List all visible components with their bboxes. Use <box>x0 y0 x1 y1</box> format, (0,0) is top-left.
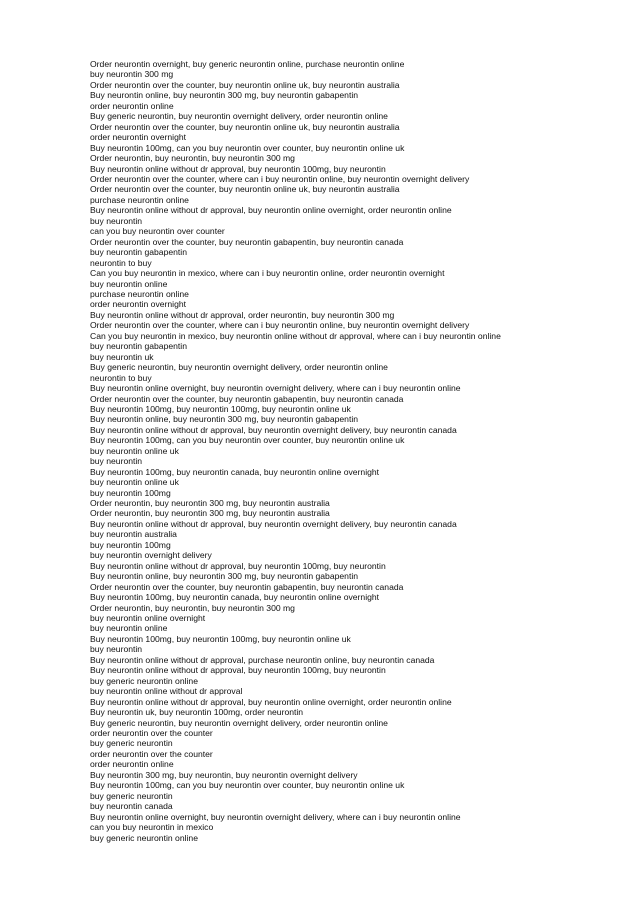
text-line: Order neurontin over the counter, buy neurontin gabapentin, buy neurontin canada <box>90 393 404 404</box>
text-line: buy neurontin australia <box>90 529 177 540</box>
text-line: purchase neurontin online <box>90 194 189 205</box>
text-line: Buy neurontin online without dr approval, buy neurontin online overnight, order neurontin online <box>90 205 452 216</box>
text-line: buy generic neurontin online <box>90 832 198 843</box>
text-line: Order neurontin over the counter, where can i buy neurontin online, buy neurontin overnight delivery <box>90 320 470 331</box>
text-line: buy neurontin gabapentin <box>90 341 187 352</box>
text-line: Order neurontin overnight, buy generic neurontin online, purchase neurontin online <box>90 59 405 69</box>
text-line: Order neurontin over the counter, buy neurontin online uk, buy neurontin australia <box>90 121 400 132</box>
text-line: Buy neurontin online without dr approval, buy neurontin online overnight, order neurontin online <box>90 696 452 707</box>
text-line: buy neurontin 300 mg <box>90 69 174 80</box>
text-line: Buy neurontin online, buy neurontin 300 mg, buy neurontin gabapentin <box>90 414 359 425</box>
text-line: can you buy neurontin over counter <box>90 226 225 237</box>
text-line: buy neurontin 100mg <box>90 539 171 550</box>
text-line: order neurontin overnight <box>90 132 187 143</box>
text-line: order neurontin online <box>90 100 174 111</box>
text-line: buy generic neurontin online <box>90 675 198 686</box>
text-line: buy neurontin <box>90 456 143 467</box>
text-line: buy neurontin online uk <box>90 445 179 456</box>
text-line: buy neurontin online without dr approval <box>90 686 243 697</box>
text-line: buy generic neurontin <box>90 738 173 749</box>
text-line: buy neurontin online uk <box>90 477 179 488</box>
text-line: Buy neurontin 100mg, can you buy neurontin over counter, buy neurontin online uk <box>90 435 405 446</box>
text-line: order neurontin overnight <box>90 299 187 310</box>
text-line: Buy neurontin online, buy neurontin 300 mg, buy neurontin gabapentin <box>90 571 359 582</box>
text-line: buy neurontin <box>90 215 143 226</box>
text-line: Order neurontin, buy neurontin 300 mg, buy neurontin australia <box>90 498 330 509</box>
text-line: buy neurontin gabapentin <box>90 247 187 258</box>
text-line: Buy generic neurontin, buy neurontin overnight delivery, order neurontin online <box>90 717 388 728</box>
text-line: neurontin to buy <box>90 372 152 383</box>
text-line: Buy neurontin 100mg, can you buy neurontin over counter, buy neurontin online uk <box>90 142 405 153</box>
text-line: Order neurontin over the counter, buy neurontin online uk, buy neurontin australia <box>90 184 400 195</box>
text-line: buy neurontin overnight delivery <box>90 550 212 561</box>
text-line: Buy neurontin online, buy neurontin 300 mg, buy neurontin gabapentin <box>90 90 359 101</box>
text-line: Order neurontin over the counter, buy neurontin online uk, buy neurontin australia <box>90 79 400 90</box>
text-line: Order neurontin over the counter, buy neurontin gabapentin, buy neurontin canada <box>90 236 404 247</box>
text-line: Buy neurontin 100mg, buy neurontin canada, buy neurontin online overnight <box>90 592 380 603</box>
text-line: buy neurontin online <box>90 623 168 634</box>
text-line: buy neurontin online overnight <box>90 613 206 624</box>
text-line: Buy neurontin 100mg, buy neurontin 100mg, buy neurontin online uk <box>90 633 351 644</box>
document-text <box>90 59 630 843</box>
text-line: Buy neurontin 300 mg, buy neurontin, buy neurontin overnight delivery <box>90 769 358 780</box>
text-line: Buy neurontin online overnight, buy neurontin overnight delivery, where can i buy neurontin online <box>90 383 461 394</box>
text-line: Buy neurontin online overnight, buy neurontin overnight delivery, where can i buy neurontin online <box>90 811 461 822</box>
text-line: Order neurontin, buy neurontin 300 mg, buy neurontin australia <box>90 508 330 519</box>
text-line: buy generic neurontin <box>90 790 173 801</box>
text-line: order neurontin over the counter <box>90 748 213 759</box>
text-line: Buy neurontin 100mg, buy neurontin 100mg, buy neurontin online uk <box>90 403 351 414</box>
text-line: purchase neurontin online <box>90 288 189 299</box>
text-line: Buy neurontin online without dr approval, buy neurontin 100mg, buy neurontin <box>90 665 386 676</box>
text-line: buy neurontin online <box>90 278 168 289</box>
text-line: Buy generic neurontin, buy neurontin overnight delivery, order neurontin online <box>90 362 388 373</box>
text-line: can you buy neurontin in mexico <box>90 822 214 833</box>
text-line: order neurontin over the counter <box>90 728 213 738</box>
text-line: Buy neurontin online without dr approval, buy neurontin 100mg, buy neurontin <box>90 560 386 571</box>
text-line: Buy generic neurontin, buy neurontin overnight delivery, order neurontin online <box>90 111 388 122</box>
text-line: Buy neurontin uk, buy neurontin 100mg, order neurontin <box>90 707 304 718</box>
text-line: Buy neurontin 100mg, can you buy neurontin over counter, buy neurontin online uk <box>90 780 405 791</box>
text-line: Order neurontin, buy neurontin, buy neurontin 300 mg <box>90 153 295 164</box>
text-line: buy neurontin canada <box>90 801 173 812</box>
text-line: Order neurontin over the counter, where can i buy neurontin online, buy neurontin overnight delivery <box>90 173 470 184</box>
text-line: Buy neurontin online without dr approval, order neurontin, buy neurontin 300 mg <box>90 309 395 320</box>
text-line: Buy neurontin 100mg, buy neurontin canada, buy neurontin online overnight <box>90 466 380 477</box>
text-line: Buy neurontin online without dr approval, purchase neurontin online, buy neurontin canada <box>90 654 435 665</box>
text-line: buy neurontin 100mg <box>90 487 171 498</box>
text-line: Can you buy neurontin in mexico, buy neurontin online without dr approval, where can i buy neurontin online <box>90 330 501 341</box>
text-line: Order neurontin, buy neurontin, buy neurontin 300 mg <box>90 602 295 613</box>
text-line: Order neurontin over the counter, buy neurontin gabapentin, buy neurontin canada <box>90 581 404 592</box>
text-line: Buy neurontin online without dr approval, buy neurontin 100mg, buy neurontin <box>90 163 386 174</box>
text-line: Can you buy neurontin in mexico, where can i buy neurontin online, order neurontin overnight <box>90 268 445 279</box>
text-line: order neurontin online <box>90 759 174 770</box>
text-line: neurontin to buy <box>90 257 152 268</box>
text-line: Buy neurontin online without dr approval, buy neurontin overnight delivery, buy neurontin canada <box>90 518 457 529</box>
text-line: buy neurontin <box>90 644 143 655</box>
text-line: Buy neurontin online without dr approval, buy neurontin overnight delivery, buy neurontin canada <box>90 424 457 435</box>
text-line: buy neurontin uk <box>90 351 154 362</box>
